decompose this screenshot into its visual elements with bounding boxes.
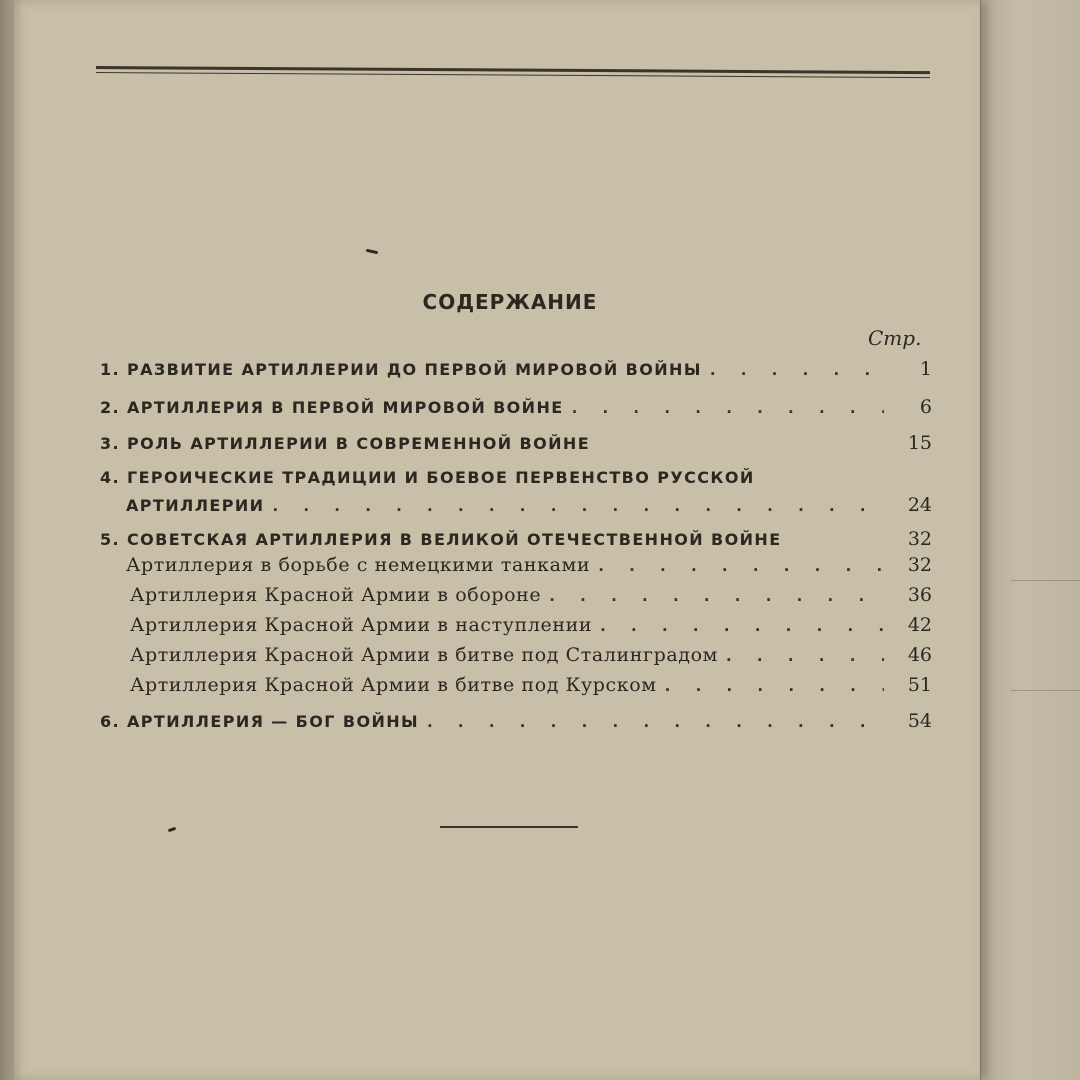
toc-entry-page: 46 (907, 644, 932, 666)
toc-subentry-title: Артиллерия Красной Армии в битве под Сталинградом (130, 644, 719, 666)
footer-rule (440, 826, 578, 828)
leader-dots (598, 557, 884, 575)
toc-entry-continuation (126, 494, 932, 520)
toc-entry-title: 2. АРТИЛЛЕРИЯ В ПЕРВОЙ МИРОВОЙ ВОЙНЕ (100, 398, 564, 417)
toc-entry-page: 15 (907, 432, 932, 454)
toc-entry (100, 528, 932, 554)
toc-entry-title: 6. АРТИЛЛЕРИЯ — БОГ ВОЙНЫ (100, 712, 419, 731)
toc-entry-title: 5. СОВЕТСКАЯ АРТИЛЛЕРИЯ В ВЕЛИКОЙ ОТЕЧЕСТВЕННОЙ ВОЙНЕ (100, 530, 782, 549)
toc-entry-page: 42 (907, 614, 932, 636)
toc-entry-title: 1. РАЗВИТИЕ АРТИЛЛЕРИИ ДО ПЕРВОЙ МИРОВОЙ ВОЙНЫ (100, 360, 702, 379)
paper-crease (1011, 580, 1080, 581)
toc-subentry-title: Артиллерия в борьбе с немецкими танками (126, 554, 591, 576)
toc-entry-title: 3. РОЛЬ АРТИЛЛЕРИИ В СОВРЕМЕННОЙ ВОЙНЕ (100, 434, 591, 453)
contents-heading: СОДЕРЖАНИЕ (422, 290, 598, 314)
toc-entry (100, 468, 932, 494)
toc-subentry (130, 614, 932, 640)
toc-entry (100, 358, 932, 384)
paper-crease (1011, 690, 1080, 691)
toc-subentry-title: Артиллерия Красной Армии в обороне (130, 584, 542, 606)
toc-entry (100, 396, 932, 422)
toc-entry-page: 54 (907, 710, 932, 732)
toc-entry-page: 6 (919, 396, 932, 418)
toc-entry-page: 1 (919, 358, 932, 380)
toc-entry-page: 36 (907, 584, 932, 606)
toc-subentry (130, 584, 932, 610)
toc-entry-title: 4. ГЕРОИЧЕСКИЕ ТРАДИЦИИ И БОЕВОЕ ПЕРВЕНСТВО РУССКОЙ (100, 468, 755, 487)
toc-entry (100, 710, 932, 736)
leader-dots (549, 587, 884, 605)
leader-dots (427, 713, 884, 731)
leader-dots (572, 399, 884, 417)
toc-entry-page: 32 (907, 554, 932, 576)
toc-subentry (130, 644, 932, 670)
leader-dots (710, 361, 884, 379)
toc-entry-page: 32 (907, 528, 932, 550)
toc-entry-title-continuation: АРТИЛЛЕРИИ (126, 496, 265, 515)
toc-subentry (126, 554, 932, 580)
toc-entry-page: 24 (907, 494, 932, 516)
leader-dots (726, 647, 884, 665)
toc-entry (100, 432, 932, 458)
leader-dots (600, 617, 884, 635)
toc-subentry-title: Артиллерия Красной Армии в битве под Курском (130, 674, 657, 696)
toc-subentry (130, 674, 932, 700)
leader-dots (272, 497, 884, 515)
toc-subentry-title: Артиллерия Красной Армии в наступлении (130, 614, 593, 636)
adjacent-page-edge (980, 0, 1080, 1080)
toc-entry-page: 51 (907, 674, 932, 696)
leader-dots (665, 677, 884, 695)
page-column-label: Стр. (868, 326, 922, 350)
